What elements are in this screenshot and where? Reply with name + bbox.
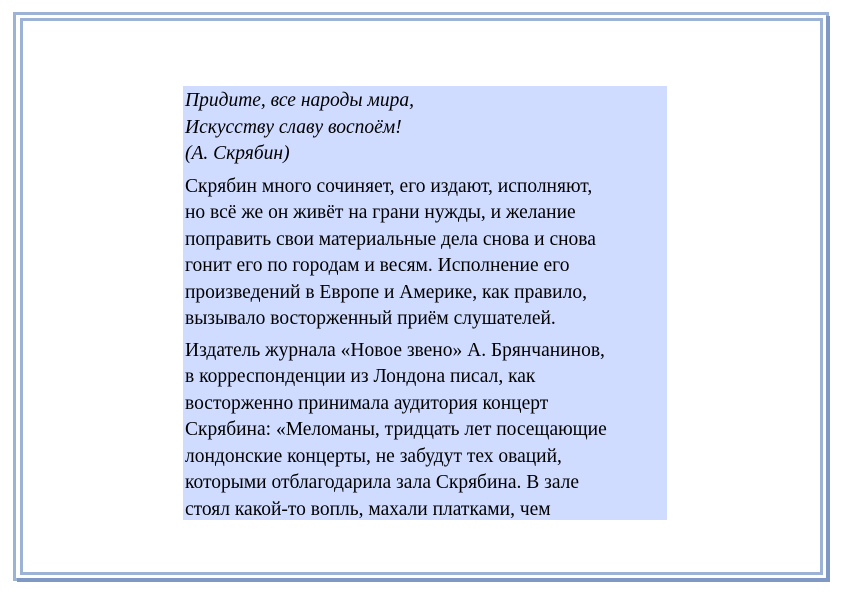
paragraph-line: вызывало восторженный приём слушателей. [185, 308, 556, 329]
paragraph-line: которыми отблагодарила зала Скрябина. В зале [185, 472, 580, 493]
text-box [183, 86, 667, 520]
epigraph-line: Искусству славу воспоём! [185, 116, 402, 138]
paragraph-line: восторженно принимала аудитория концерт [185, 392, 549, 414]
paragraph-line: Скрябина: «Меломаны, тридцать лет посещающие [185, 419, 607, 440]
slide-frame-shadow-bottom [17, 578, 830, 582]
paragraph-line: в корреспонденции из Лондона писал, как [185, 366, 536, 387]
paragraph-line: Скрябин много сочиняет, его издают, исполняют, [185, 175, 593, 197]
slide-frame-shadow-right [826, 16, 830, 582]
paragraph-line: Издатель журнала «Новое звено» А. Брянчанинов, [185, 339, 605, 361]
paragraph-line: но всё же он живёт на грани нужды, и желание [185, 202, 576, 223]
epigraph [185, 88, 665, 168]
paragraph-line: лондонские концерты, не забудут тех оваций, [185, 445, 562, 467]
epigraph-author: (А. Скрябин) [185, 143, 290, 164]
paragraph-line: гонит его по городам и весям. Исполнение его [185, 255, 570, 276]
paragraph-line: стоял какой-то вопль, махали платками, чем [185, 498, 551, 520]
paragraph-2 [185, 338, 665, 521]
epigraph-line: Придите, все народы мира, [185, 90, 415, 111]
paragraph-line: произведений в Европе и Америке, как правило, [185, 281, 587, 303]
paragraph-line: поправить свои материальные дела снова и снова [185, 228, 596, 250]
paragraph-1 [185, 174, 665, 333]
